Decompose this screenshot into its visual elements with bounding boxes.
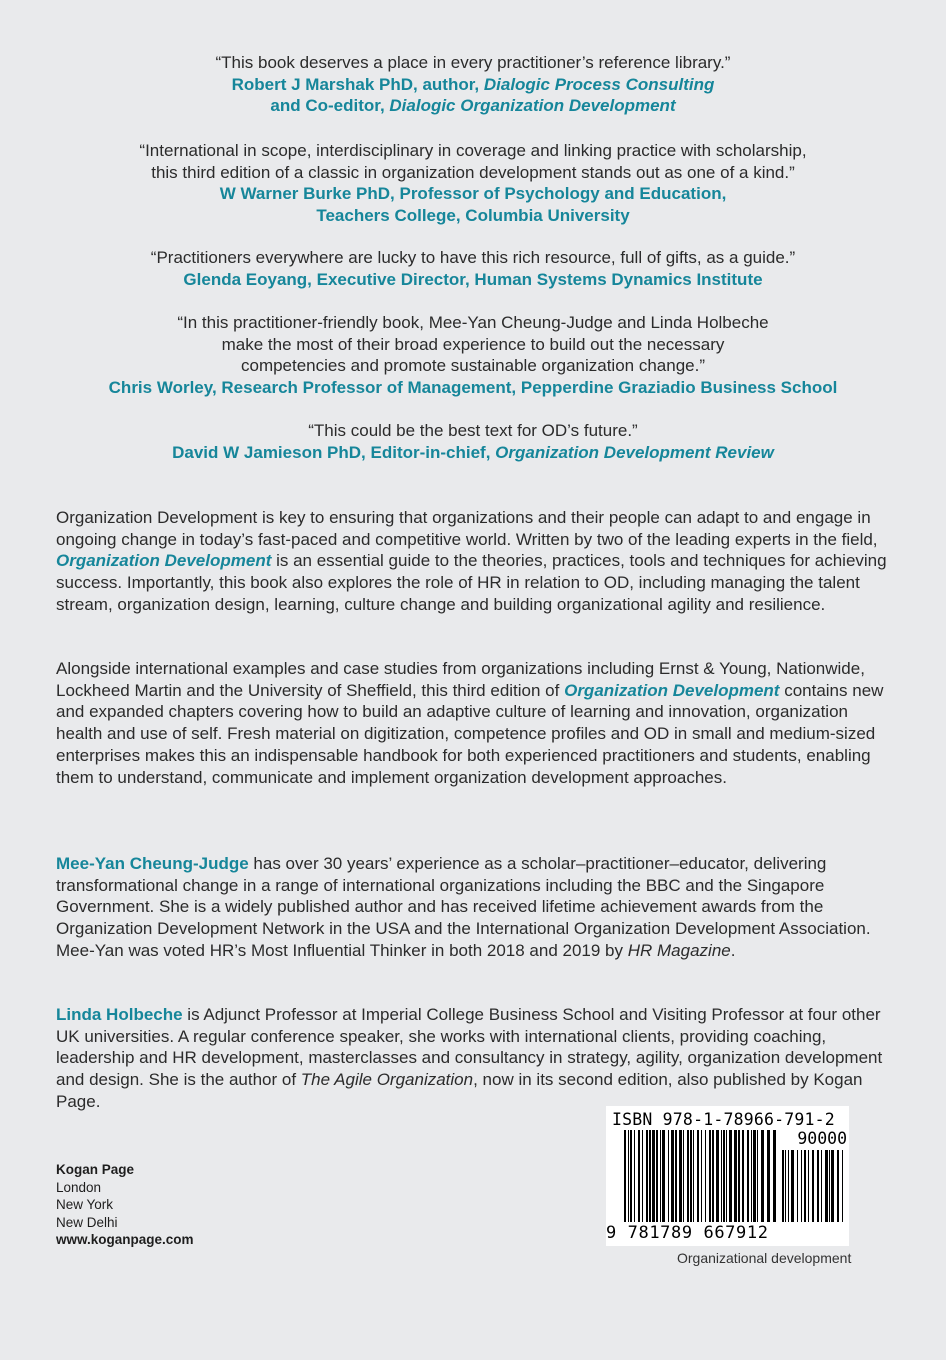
barcode-bar (675, 1130, 677, 1222)
barcode-bar (628, 1130, 629, 1222)
author-name: Mee-Yan Cheung-Judge (56, 854, 249, 873)
barcode-bar (742, 1130, 744, 1222)
barcode-bar (738, 1130, 740, 1222)
quote-text: “This could be the best text for OD’s future.” (308, 421, 638, 440)
barcode-bar (804, 1150, 806, 1222)
barcode-bar (701, 1130, 702, 1222)
barcode-bar (812, 1150, 814, 1222)
attribution-plain: Robert J Marshak PhD, author, (231, 74, 484, 94)
quote-attribution-line2 (40, 95, 906, 117)
barcode-bar (817, 1150, 819, 1222)
barcode-bar (797, 1150, 798, 1222)
barcode-bar (723, 1130, 725, 1222)
attribution-italic: Dialogic Process Consulting (483, 74, 715, 94)
barcode-bar (683, 1130, 684, 1222)
barcode-bar (751, 1130, 752, 1222)
publisher-info (56, 1161, 194, 1249)
barcode-bar (630, 1130, 632, 1222)
barcode-bar (671, 1130, 674, 1222)
ean-digits: 9 781789 667912 (606, 1223, 769, 1243)
barcode-bar (785, 1150, 786, 1222)
quote-text: competencies and promote sustainable organization change.” (240, 356, 705, 375)
barcode-bar (687, 1130, 689, 1222)
barcode-bar (712, 1130, 714, 1222)
quote-text: “This book deserves a place in every practitioner’s reference library.” (215, 53, 731, 72)
barcode-bar (747, 1130, 749, 1222)
price-code: 90000 (797, 1129, 847, 1148)
barcode-bar (829, 1150, 830, 1222)
barcode-bar (697, 1130, 699, 1222)
quote-attribution (40, 74, 906, 96)
publisher-name: Kogan Page (56, 1162, 135, 1177)
barcode-bar (716, 1130, 719, 1222)
barcode-bar (656, 1130, 658, 1222)
publisher-city: New Delhi (56, 1214, 118, 1230)
quote-text: “International in scope, interdisciplinary in coverage and linking practice with scholarship, (139, 141, 807, 160)
quote-attribution: W Warner Burke PhD, Professor of Psychology and Education, (219, 184, 727, 203)
barcode-bar (624, 1130, 626, 1222)
quote-jamieson (40, 420, 906, 463)
quote-text: this third edition of a classic in organization development stands out as one of a kind.” (151, 162, 795, 182)
barcode-bar (649, 1130, 651, 1222)
barcode-bar (638, 1130, 640, 1222)
attribution-italic: Dialogic Organization Development (389, 96, 676, 115)
barcode-bar (791, 1150, 794, 1222)
barcode-bar (679, 1130, 682, 1222)
barcode-bar (660, 1130, 661, 1222)
author-bio-holbeche: Linda Holbeche is Adjunct Professor at Imperial College Business School and Visiting Professor at four other UK universities. A regular conference speaker, she works with international clients, providing coaching, leadership and HR development, masterclasses and consultancy in strategy, agility, organization development and design. She is the author of The Agile Organization, now in its second edition, also published by Kogan Page. (56, 1005, 883, 1111)
quote-attribution-line2: Teachers College, Columbia University (316, 205, 630, 225)
quote-attribution (40, 442, 906, 464)
barcode-bar (652, 1130, 655, 1222)
barcode-bar (668, 1130, 669, 1222)
attribution-plain: and Co-editor, (270, 96, 390, 115)
quote-attribution: Chris Worley, Research Professor of Management, Pepperdine Graziadio Business School (108, 377, 838, 397)
barcode-bar (761, 1130, 764, 1222)
barcode-bar (788, 1150, 789, 1222)
barcode-bar (721, 1130, 722, 1222)
barcode-bar (842, 1150, 843, 1222)
barcode-bar (634, 1130, 635, 1222)
attribution-plain: David W Jamieson PhD, Editor-in-chief, (172, 442, 496, 462)
quote-attribution: Glenda Eoyang, Executive Director, Human Systems Dynamics Institute (183, 269, 763, 289)
barcode-bar (726, 1130, 727, 1222)
publisher-website[interactable]: www.koganpage.com (56, 1232, 194, 1247)
book-title: Organization Development (564, 680, 780, 700)
barcode-bar (662, 1130, 665, 1222)
barcode-bar (837, 1150, 839, 1222)
barcode-bar (801, 1150, 802, 1222)
quote-eoyang (40, 247, 906, 290)
description-paragraph-2: Alongside international examples and case studies from organizations including Ernst & Young, Nationwide, Lockheed Martin and the University of Sheffield, this third edition of Organization Development contains new and expanded chapters covering how to build an adaptive culture of learning and innovation, organization health and use of self. Fresh material on digitization, competence profiles and OD in small and medium-sized enterprises makes this an indispensable handbook for both experienced practitioners and students, enabling them to understand, communicate and implement organization development approaches. (56, 659, 884, 787)
book-title-agile: The Agile Organization (300, 1070, 474, 1090)
subject-category: Organizational development (677, 1250, 852, 1266)
barcode-bar (821, 1150, 822, 1222)
barcode-bar (709, 1130, 711, 1222)
barcode-bar (782, 1150, 784, 1222)
barcode-bar (757, 1130, 758, 1222)
isbn-barcode (606, 1106, 849, 1246)
quote-worley (40, 312, 906, 398)
barcode-bar (767, 1130, 770, 1222)
quote-marshak (40, 52, 906, 117)
attribution-italic: Organization Development Review (495, 442, 774, 462)
isbn-number: ISBN 978-1-78966-791-2 (612, 1110, 835, 1129)
barcode-bar (693, 1130, 694, 1222)
author-name: Linda Holbeche (56, 1005, 183, 1024)
barcode-bar (808, 1150, 809, 1222)
book-title: Organization Development (56, 551, 272, 571)
barcode-bar (825, 1150, 828, 1222)
barcode-bar (831, 1150, 834, 1222)
barcode-bar (753, 1130, 756, 1222)
quote-text: “Practitioners everywhere are lucky to have this rich resource, full of gifts, as a guide.” (150, 248, 796, 267)
description-paragraph-1: Organization Development is key to ensuring that organizations and their people can adapt to and engage in ongoing change in today’s fast-paced and competitive world. Written by two of the leading experts in the field, Organization Development is an essential guide to the theories, practices, tools and techniques for achieving success. Importantly, this book also explores the role of HR in relation to OD, including managing the talent stream, organization design, learning, culture change and building organizational agility and resilience. (56, 508, 887, 614)
magazine-title: HR Magazine (627, 940, 731, 960)
barcode-bar (646, 1130, 648, 1222)
barcode-bar (705, 1130, 706, 1222)
quote-text: make the most of their broad experience to build out the necessary (221, 334, 725, 354)
barcode-bar (773, 1130, 776, 1222)
author-bio-cheung-judge: Mee-Yan Cheung-Judge has over 30 years’ experience as a scholar–practitioner–educator, delivering transformational change in a range of international organizations including the BBC and the Singapore Government. She is a widely published author and has received lifetime achievement awards from the Organization Development Network in the USA and the International Organization Development Association. Mee-Yan was voted HR’s Most Influential Thinker in both 2018 and 2019 by HR Magazine. (56, 854, 871, 960)
quote-text: “In this practitioner-friendly book, Mee-Yan Cheung-Judge and Linda Holbeche (177, 313, 769, 332)
barcode-bar (734, 1130, 737, 1222)
quote-burke (40, 140, 906, 226)
barcode-bar (690, 1130, 692, 1222)
publisher-city: London (56, 1179, 102, 1195)
barcode-bar (729, 1130, 732, 1222)
barcode-bar (642, 1130, 643, 1222)
publisher-city: New York (56, 1197, 114, 1212)
